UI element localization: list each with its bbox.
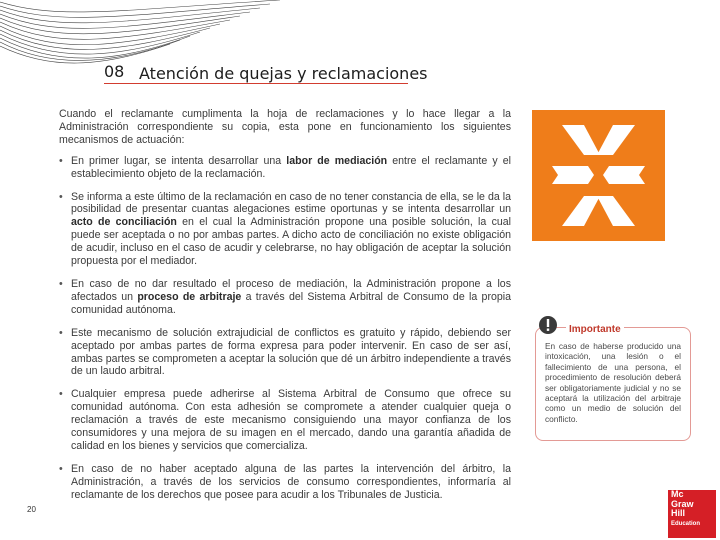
important-title: Importante <box>566 324 624 335</box>
title-underline <box>104 83 408 84</box>
exclamation-icon <box>538 315 558 335</box>
publisher-logo: Mc Graw Hill Education <box>668 490 716 538</box>
list-item: • En caso de no haber aceptado alguna de las partes la intervención del árbitro, la Administración, a través de los servicios de consumo correspondientes, informaría al reclamante de los derechos que posee para acudir a los Tribunales de Justicia. <box>59 463 511 502</box>
intro-paragraph: Cuando el reclamante cumplimenta la hoja de reclamaciones y lo hace llegar a la Administración correspondiente su copia, esta pone en funcionamiento los siguientes mecanismos de actuación: <box>59 108 511 146</box>
list-item: • En primer lugar, se intenta desarrollar una labor de mediación entre el reclamante y el establecimiento objeto de la reclamación. <box>59 155 511 181</box>
list-item: • Se informa a este último de la reclamación en caso de no tener constancia de ella, se le da la posibilidad de presentar cuantas alegaciones estime oportunas y se intenta desarrollar un acto de conciliación en el cual la Administración propone una posible solución, la cual puede ser aceptada o no por ambas partes. A dicho acto de conciliación no existe obligación de acudir, incluso en el caso de acudir y celebrarse, no hay obligación de aceptar la solución propuesta por el mediador. <box>59 191 511 268</box>
list-item: • En caso de no dar resultado el proceso de mediación, la Administración propone a los afectados un proceso de arbitraje a través del Sistema Arbitral de Consumo de la propia comunidad autónoma. <box>59 278 511 317</box>
main-body-text <box>59 108 511 512</box>
mechanisms-list <box>59 155 511 502</box>
chapter-title: Atención de quejas y reclamaciones <box>139 64 428 83</box>
list-item: • Cualquier empresa puede adherirse al Sistema Arbitral de Consumo que ofrece su comunidad autónoma. Con esta adhesión se compromete a atender cualquier queja o reclamación a través de este mecanismo consiguiendo una mayor confianza de los consumidores y una mejora de su imagen en el mercado, dando una garantía añadida de calidad en los bienes y servicios que comercializa. <box>59 388 511 453</box>
arbitration-symbol-icon <box>532 110 665 241</box>
chapter-number: 08 <box>104 62 125 81</box>
decorative-wave-lines <box>0 0 280 70</box>
arbitration-logo <box>532 110 665 241</box>
important-text: En caso de haberse producido una intoxicación, una lesión o el fallecimiento de una persona, el procedimiento de resolución deberá ser obligatoriamente judicial y no se aceptará la utilización del arbitraje como un medio de solución del conflicto. <box>545 341 681 424</box>
list-item: • Este mecanismo de solución extrajudicial de conflictos es gratuito y rápido, debiendo ser aceptado por ambas partes de forma expresa para poder intervenir. En caso de ser así, ambas partes se comprometen a aceptar la solución que dé un árbitro independiente a través de un laudo arbitral. <box>59 327 511 379</box>
page-number: 20 <box>27 505 36 514</box>
